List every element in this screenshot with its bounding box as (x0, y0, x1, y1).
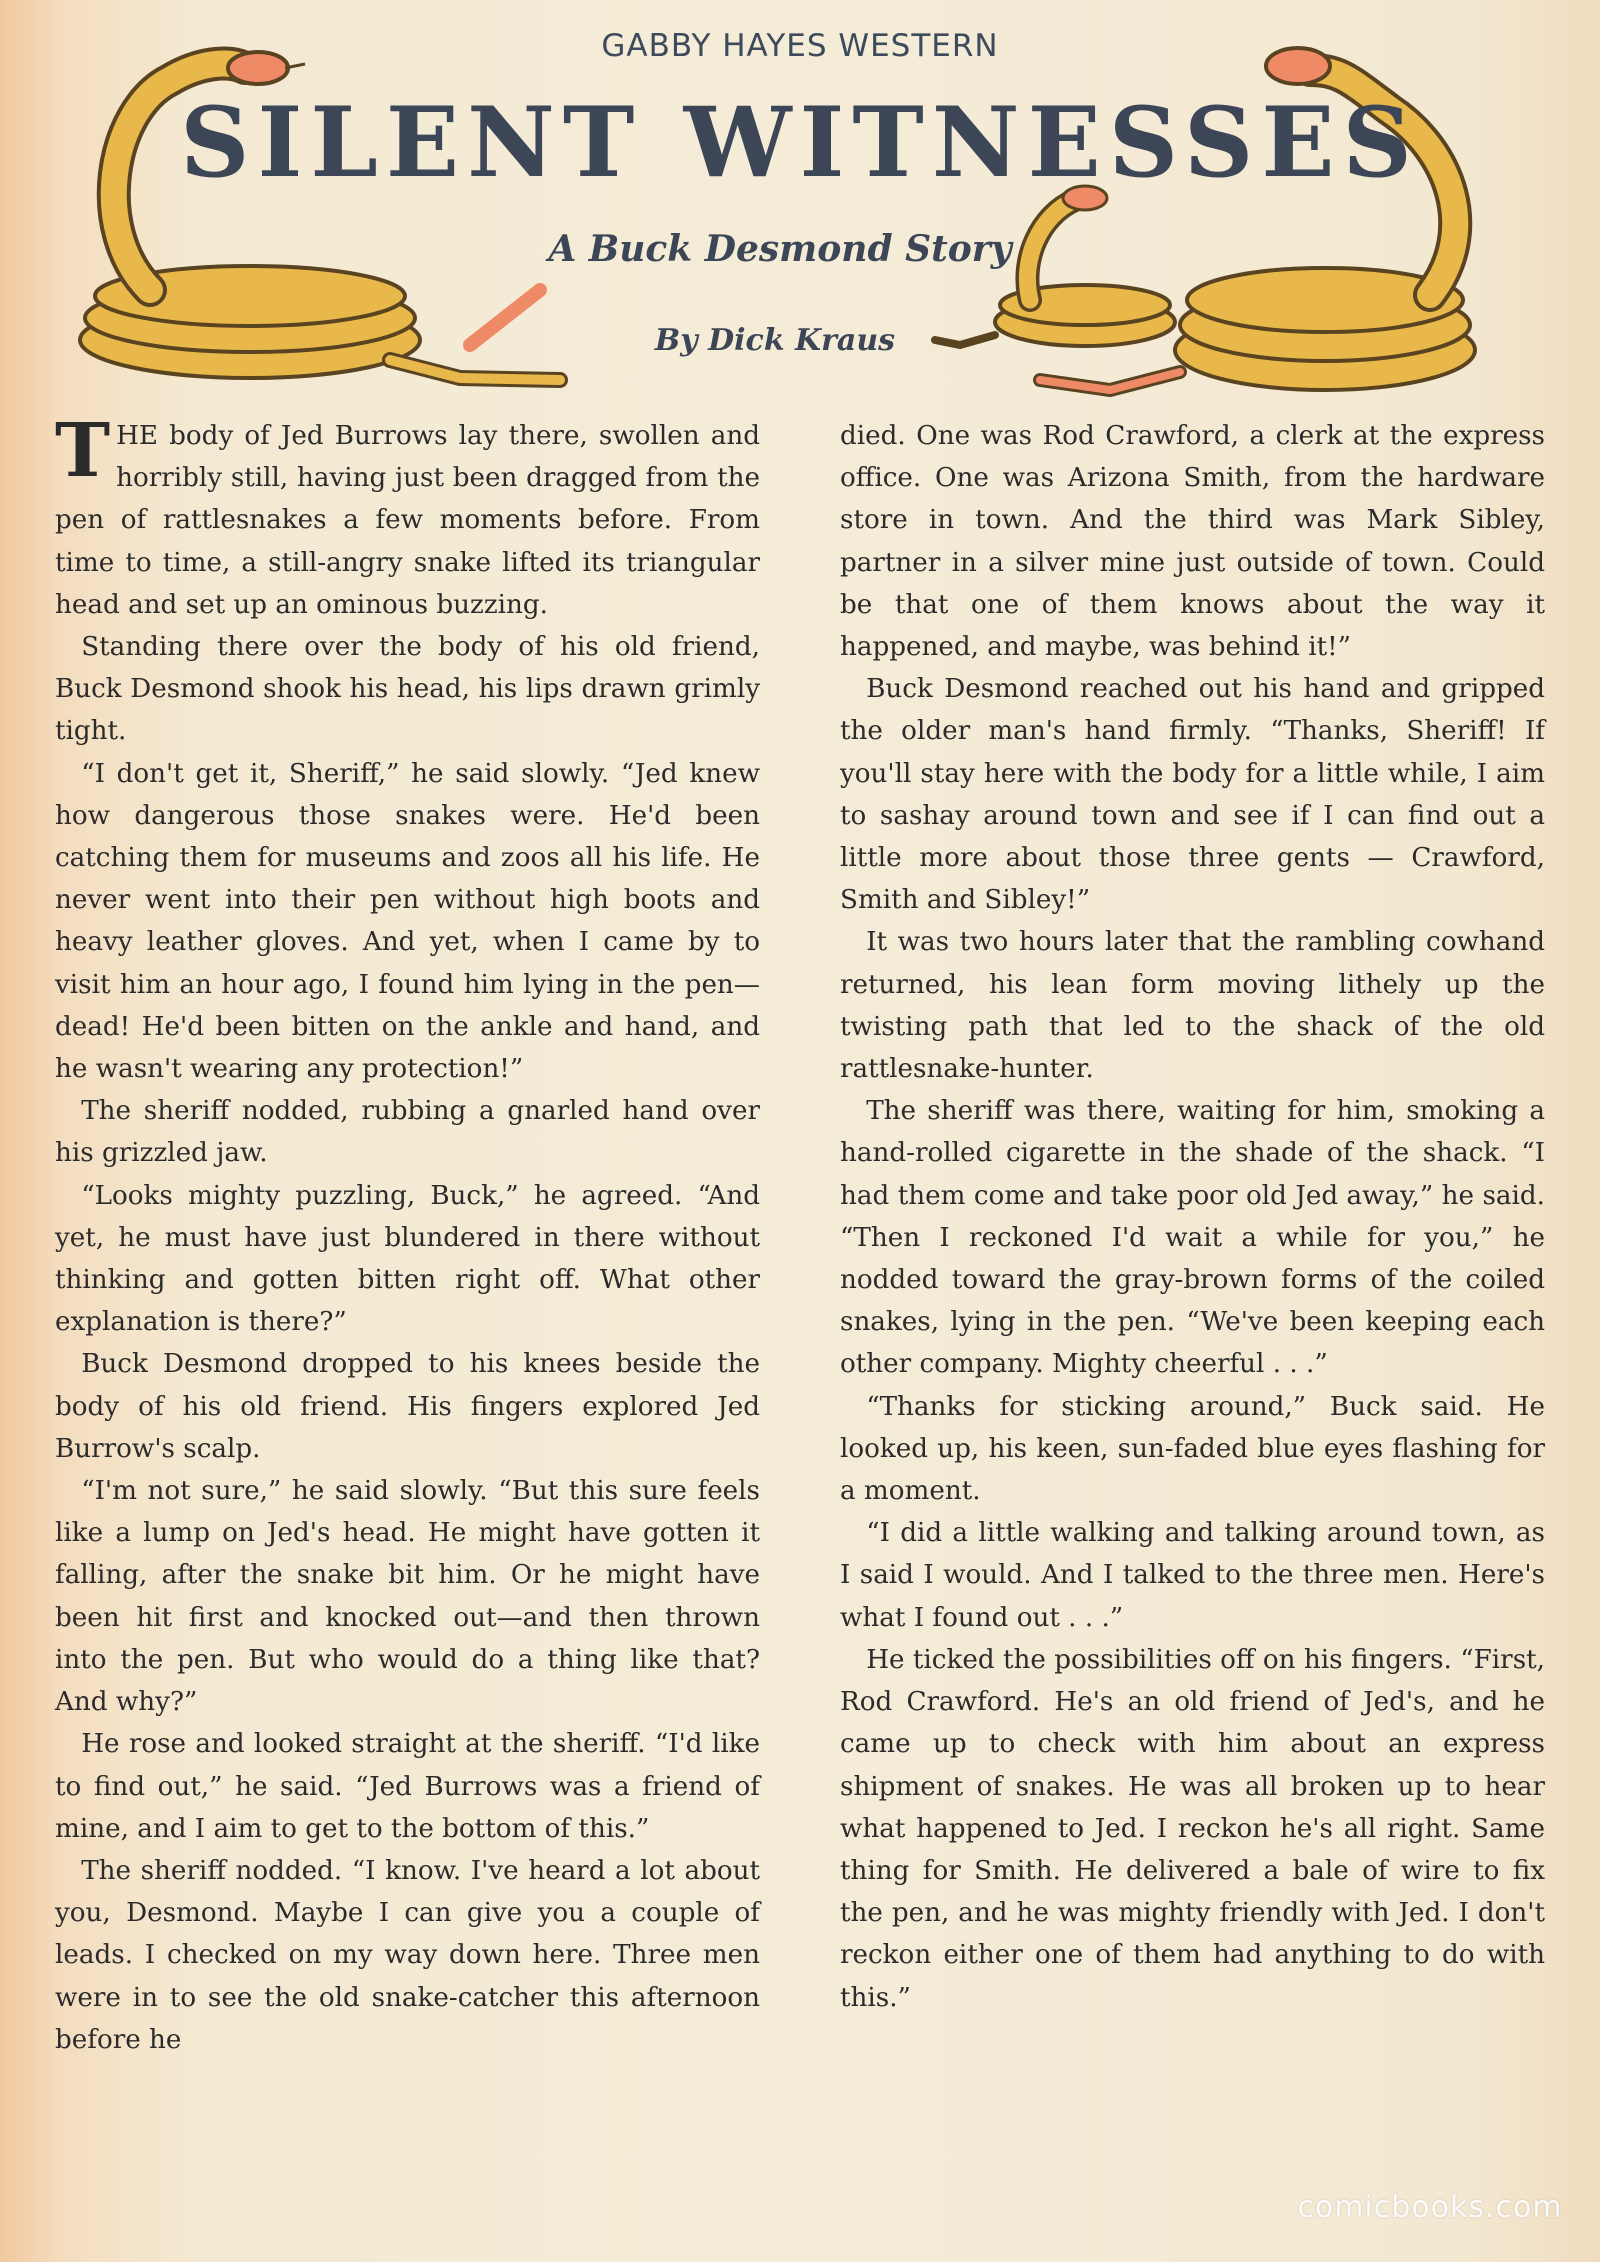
paragraph: It was two hours later that the rambling cowhand returned, his lean form moving lithely up the twisting path that led to the shack of the old rattlesnake-hunter. (840, 927, 1545, 1085)
series-title: GABBY HAYES WESTERN (601, 28, 999, 64)
paragraph: “I did a little walking and talking around town, as I said I would. And I talked to the three men. Here's what I found out . . .” (840, 1518, 1545, 1633)
story-title: SILENT WITNESSES (180, 86, 1420, 199)
paragraph: The sheriff nodded. “I know. I've heard a lot about you, Desmond. Maybe I can give you a couple of leads. I checked on my way down here. Three men were in to see the old snake-catcher this afternoon before he (55, 1855, 760, 2055)
drop-cap: T (55, 408, 111, 494)
paragraph: “I'm not sure,” he said slowly. “But this sure feels like a lump on Jed's head. He might have gotten it falling, after the snake bit him. Or he might have been hit first and knocked out—and then thrown into the pen. But who would do a thing like that? And why?” (55, 1476, 760, 1718)
byline: By Dick Kraus (654, 323, 896, 358)
left-column (55, 408, 760, 2061)
paragraph: The sheriff was there, waiting for him, smoking a hand-rolled cigarette in the shade of the shack. “I had them come and take poor old Jed away,” he said. “Then I reckoned I'd wait a while for you,” he nodded toward the gray-brown forms of the coiled snakes, lying in the pen. “We've been keeping each other company. Mighty cheerful . . .” (840, 1096, 1545, 1380)
paragraph: Buck Desmond dropped to his knees beside the body of his old friend. His fingers explored Jed Burrow's scalp. (55, 1349, 760, 1464)
paragraph: THE body of Jed Burrows lay there, swollen and horribly still, having just been dragged from the pen of rattlesnakes a few moments before. From time to time, a still-angry snake lifted its triangular head and set up an ominous buzzing. (55, 408, 760, 620)
paragraph: He rose and looked straight at the sheriff. “I'd like to find out,” he said. “Jed Burrows was a friend of mine, and I aim to get to the bottom of this.” (55, 1729, 760, 1844)
story-subtitle: A Buck Desmond Story (548, 228, 1012, 270)
watermark: comicbooks.com (1297, 2190, 1563, 2225)
paragraph: died. One was Rod Crawford, a clerk at the express office. One was Arizona Smith, from the hardware store in town. And the third was Mark Sibley, partner in a silver mine just outside of town. Could be that one of them knows about the way it happened, and maybe, was behind it!” (840, 421, 1545, 663)
paragraph: “Looks mighty puzzling, Buck,” he agreed. “And yet, he must have just blundered in there without thinking and gotten bitten right off. What other explanation is there?” (55, 1180, 760, 1338)
paragraph: “Thanks for sticking around,” Buck said. He looked up, his keen, sun-faded blue eyes flashing for a moment. (840, 1391, 1545, 1507)
paragraph: Standing there over the body of his old friend, Buck Desmond shook his head, his lips drawn grimly tight. (55, 632, 760, 747)
paragraph: He ticked the possibilities off on his fingers. “First, Rod Crawford. He's an old friend of Jed's, and he came up to check with him about an express shipment of snakes. He was all broken up to hear what happened to Jed. I reckon he's all right. Same thing for Smith. He delivered a bale of wire to fix the pen, and he was mighty friendly with Jed. I don't reckon either one of them had anything to do with this.” (840, 1644, 1545, 2013)
paragraph: Buck Desmond reached out his hand and gripped the older man's hand firmly. “Thanks, Sheriff! If you'll stay here with the body for a little while, I aim to sashay around town and see if I can find out a little more about those three gents — Crawford, Smith and Sibley!” (840, 674, 1545, 916)
right-column (840, 415, 1545, 2019)
paragraph: “I don't get it, Sheriff,” he said slowly. “Jed knew how dangerous those snakes were. He'd been catching them for museums and zoos all his life. He never went into their pen without high boots and heavy leather gloves. And yet, when I came by to visit him an hour ago, I found him lying in the pen—dead! He'd been bitten on the ankle and hand, and he wasn't wearing any protection!” (55, 758, 760, 1085)
paragraph: The sheriff nodded, rubbing a gnarled hand over his grizzled jaw. (55, 1096, 760, 1169)
